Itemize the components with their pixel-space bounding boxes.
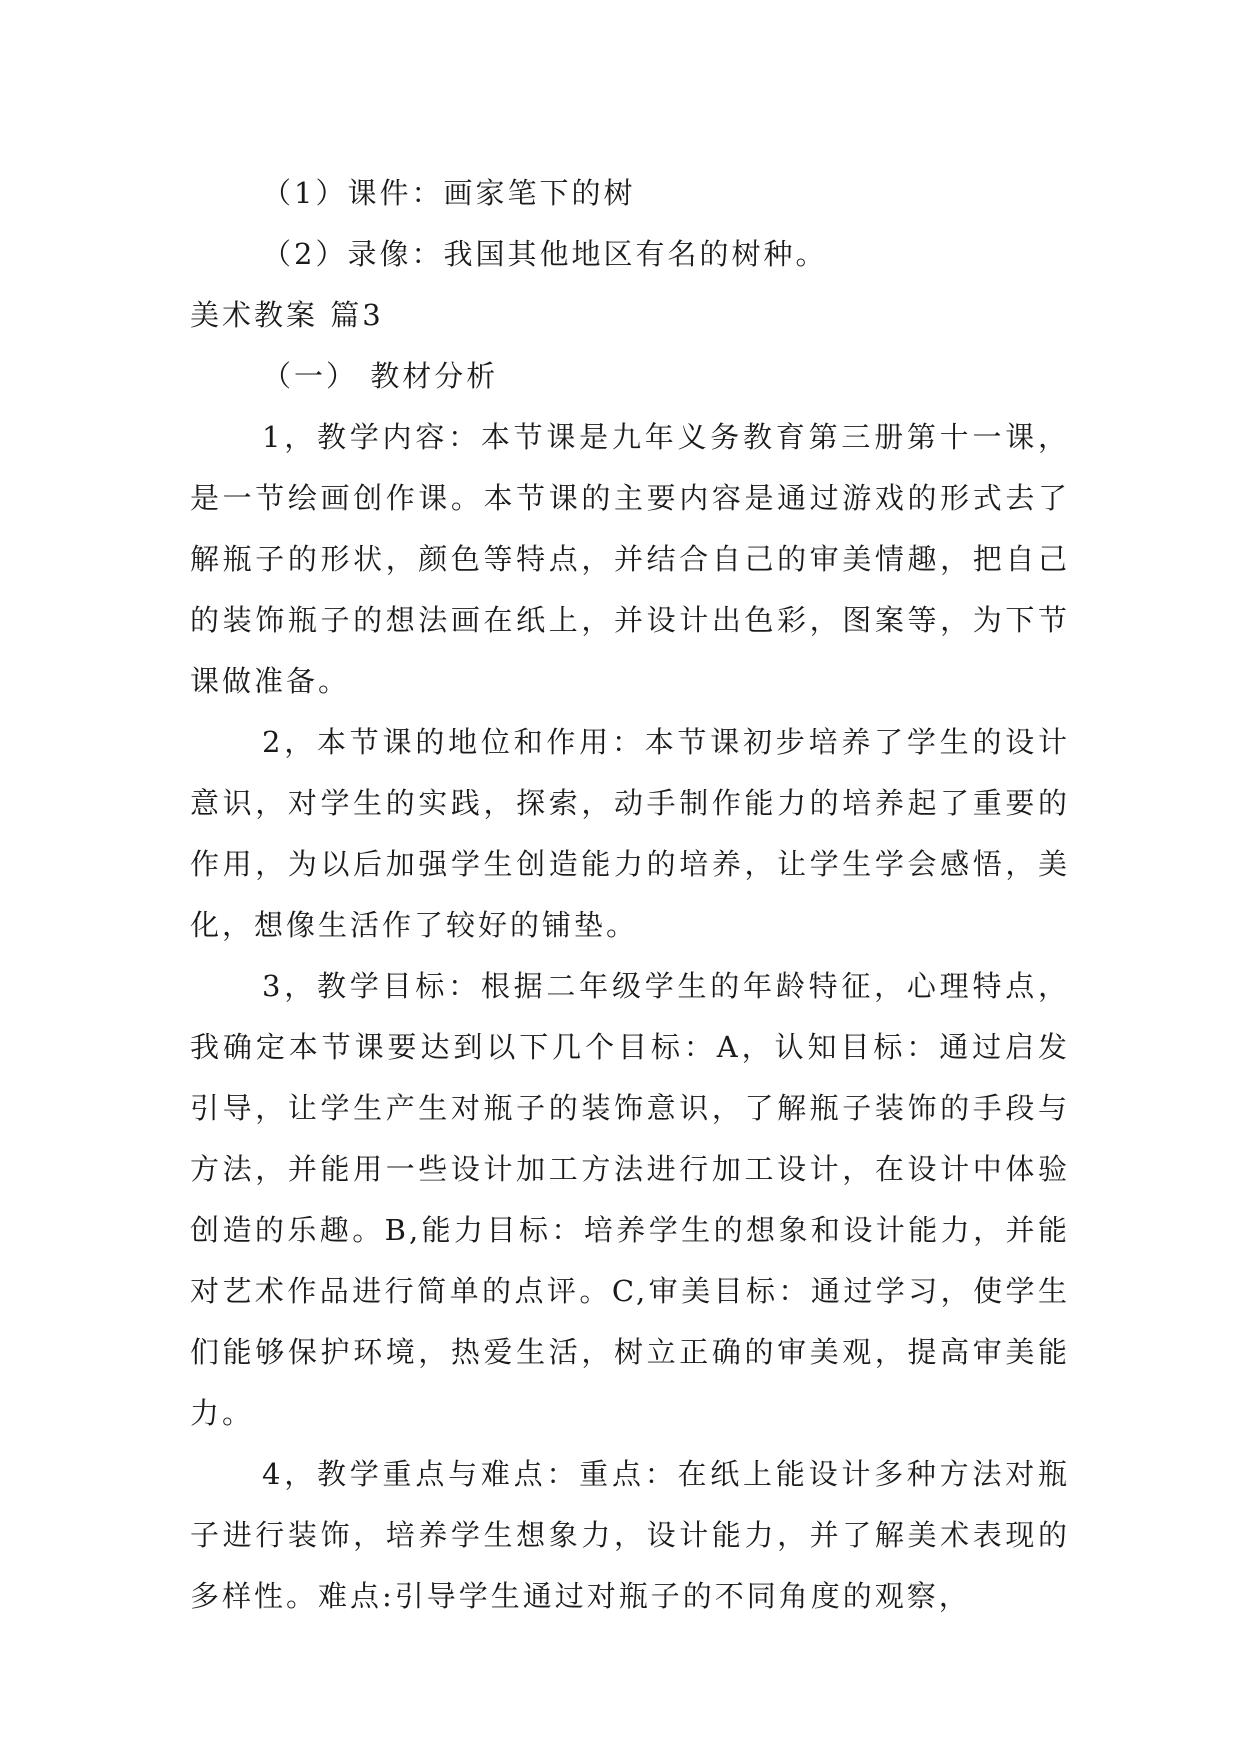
paragraph-courseware: （1）课件：画家笔下的树: [262, 176, 636, 210]
paragraph-role: 2，本节课的地位和作用：本节课初步培养了学生的设计意识，对学生的实践，探索，动手制作能力的培养起了重要的作用，为以后加强学生创造能力的培养，让学生学会感悟，美化，想像生活作了较好的铺垫。: [190, 725, 1070, 942]
section-heading: 美术教案 篇3: [190, 298, 384, 332]
subsection-heading: （一） 教材分析: [262, 359, 499, 393]
paragraph-teaching-content: 1，教学内容：本节课是九年义务教育第三册第十一课，是一节绘画创作课。本节课的主要内容是通过游戏的形式去了解瓶子的形状，颜色等特点，并结合自己的审美情趣，把自己的装饰瓶子的想法画在纸上，并设计出色彩，图案等，为下节课做准备。: [190, 420, 1070, 698]
document-body: [190, 163, 1070, 1627]
paragraph-key-points: 4，教学重点与难点：重点：在纸上能设计多种方法对瓶子进行装饰，培养学生想象力，设计能力，并了解美术表现的多样性。难点:引导学生通过对瓶子的不同角度的观察，: [190, 1457, 1070, 1613]
paragraph-video: （2）录像：我国其他地区有名的树种。: [262, 237, 828, 271]
paragraph-teaching-goals: 3，教学目标：根据二年级学生的年龄特征，心理特点，我确定本节课要达到以下几个目标：A，认知目标：通过启发引导，让学生产生对瓶子的装饰意识，了解瓶子装饰的手段与方法，并能用一些设计加工方法进行加工设计，在设计中体验创造的乐趣。B,能力目标：培养学生的想象和设计能力，并能对艺术作品进行简单的点评。C,审美目标：通过学习，使学生们能够保护环境，热爱生活，树立正确的审美观，提高审美能力。: [190, 969, 1070, 1430]
